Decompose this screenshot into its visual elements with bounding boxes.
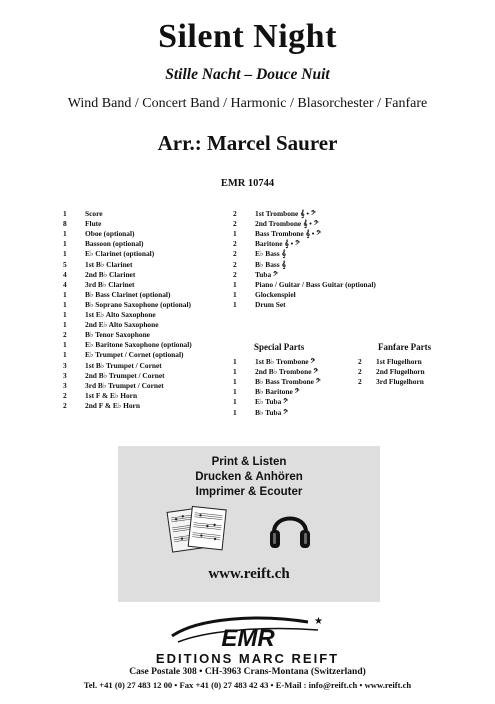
parts-list-left: 1 Score 8 Flute 1 Oboe (optional) 1 Bassoon (optional) 1 E♭ Clarinet (optional) 5 1st B♭ Clarinet 4 2nd B♭ Clarinet 4 3rd B♭ Clarinet 1 B♭ Bass Clarinet (optional) 1 B♭ Soprano Saxophone (optional) 1 1st E♭ Alto Saxophone 1 2nd E♭ Alto Saxophone 2 B♭ Tenor Saxophone 1 E♭ Baritone Saxophone (optional) 1 E♭ Trumpet / Cornet (optional) 3 1st B♭ Trumpet / Cornet 3 2nd B♭ Trumpet / Cornet 3 3rd B♭ Trumpet / Cornet 2 1st F & E♭ Horn 2 2nd F & E♭ Horn bbox=[63, 209, 192, 410]
promo-line-2: Drucken & Anhören bbox=[195, 471, 303, 483]
website-link[interactable]: www.reift.ch bbox=[208, 566, 290, 582]
catalog-code: EMR 10744 bbox=[220, 178, 275, 189]
title: Silent Night bbox=[158, 18, 337, 55]
promo-line-1: Print & Listen bbox=[211, 456, 287, 468]
publisher-contact[interactable]: Tel. +41 (0) 27 483 12 00 • Fax +41 (0) 27 483 42 43 • E-Mail : info@reift.ch • www.reift.ch bbox=[83, 680, 412, 690]
emr-logo-text: EMR bbox=[221, 625, 275, 652]
arranger: Arr.: Marcel Saurer bbox=[157, 131, 338, 155]
band-types: Wind Band / Concert Band / Harmonic / Blasorchester / Fanfare bbox=[67, 96, 428, 111]
subtitle: Stille Nacht – Douce Nuit bbox=[165, 66, 330, 83]
special-parts-heading: Special Parts bbox=[254, 342, 305, 352]
fanfare-parts-heading: Fanfare Parts bbox=[378, 342, 432, 352]
fanfare-parts-list: 2 1st Flugelhorn 2 2nd Flugelhorn 2 3rd Flugelhorn bbox=[358, 357, 425, 387]
sheet-music-icon bbox=[166, 504, 228, 554]
publisher-name: EDITIONS MARC REIFT bbox=[155, 651, 340, 666]
parts-list-right: 2 1st Trombone 𝄞 • 𝄢 2 2nd Trombone 𝄞 • 𝄢 1 Bass Trombone 𝄞 • 𝄢 2 Baritone 𝄞 • 𝄢 2 E♭ Bass 𝄞 2 B♭ Bass 𝄞 2 Tuba 𝄢 1 Piano / Guitar / Bass Guitar (optional) 1 Glockenspiel 1 Drum Set bbox=[233, 209, 376, 309]
special-parts-list: 1 1st B♭ Trombone 𝄢 1 2nd B♭ Trombone 𝄢 1 B♭ Bass Trombone 𝄢 1 B♭ Baritone 𝄢 1 E♭ Tuba 𝄢 1 B♭ Tuba 𝄢 bbox=[233, 357, 321, 417]
print-listen-box bbox=[118, 446, 380, 602]
headphones-icon bbox=[268, 504, 312, 552]
publisher-address: Case Postale 308 • CH-3963 Crans-Montana (Switzerland) bbox=[129, 667, 366, 677]
promo-line-3: Imprimer & Ecouter bbox=[195, 486, 303, 498]
emr-logo bbox=[168, 612, 328, 652]
svg-text:★: ★ bbox=[314, 616, 323, 627]
